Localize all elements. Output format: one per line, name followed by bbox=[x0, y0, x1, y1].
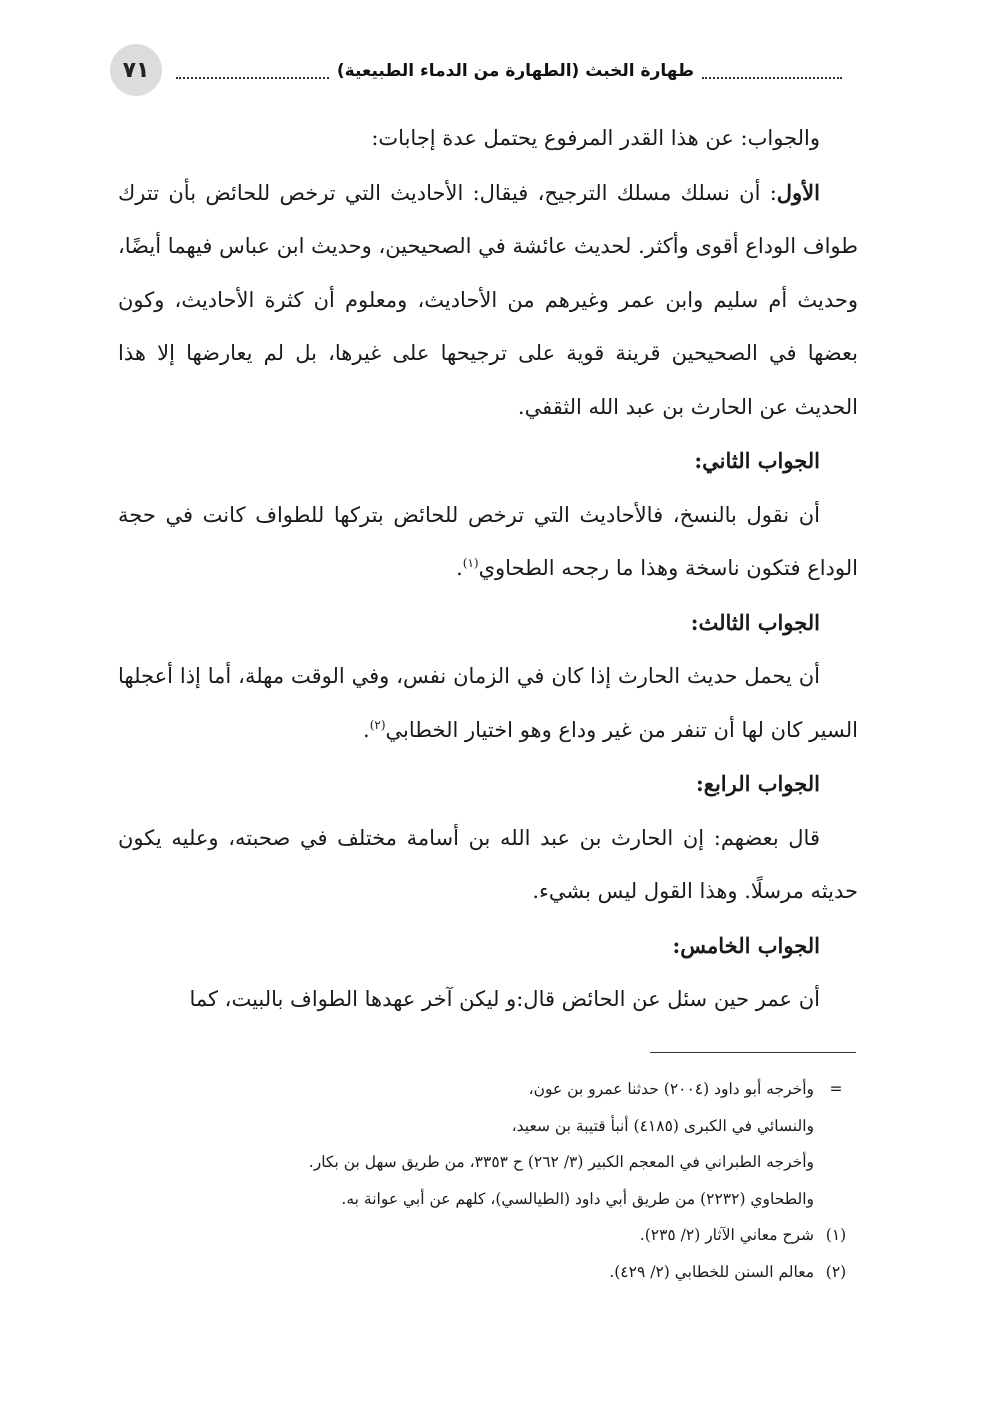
footnote-continuation bbox=[190, 1108, 858, 1145]
footnote-number: (٢) bbox=[825, 1262, 847, 1281]
footnote-reference[interactable]: (٢) bbox=[369, 717, 386, 732]
section-heading bbox=[118, 434, 858, 489]
paragraph-text: أن يحمل حديث الحارث إذا كان في الزمان نفس، وفي الوقت مهلة، أما إذا أعجلها السير كان لها أن تنفر من غير وداع وهو اختيار الخطابي bbox=[118, 664, 858, 742]
section-heading bbox=[118, 919, 858, 974]
running-header bbox=[176, 54, 842, 88]
section-heading bbox=[118, 596, 858, 651]
footnote-item bbox=[190, 1254, 858, 1291]
paragraph: أن عمر حين سئل عن الحائض قال:و ليكن آخر عهدها الطواف بالبيت، كما bbox=[189, 987, 820, 1011]
footnote-text: شرح معاني الآثار (٢/ ٢٣٥). bbox=[639, 1226, 814, 1244]
section-heading-text: الجواب الثالث: bbox=[690, 609, 820, 635]
footnote-text: والطحاوي (٢٢٣٢) من طريق أبي داود (الطيالسي)، كلهم عن أبي عوانة به. bbox=[341, 1189, 814, 1208]
footnote-reference[interactable]: (١) bbox=[462, 556, 479, 570]
section-heading-text: الجواب الخامس: bbox=[672, 932, 820, 958]
footnote-continuation bbox=[190, 1144, 858, 1181]
section-heading bbox=[118, 757, 858, 812]
footnote-text: وأخرجه الطبراني في المعجم الكبير (٣/ ٢٦٢) ح ٣٣٥٣، من طريق سهل بن بكار. bbox=[308, 1153, 814, 1171]
footnote-separator bbox=[650, 1052, 856, 1053]
paragraph-label: الأول bbox=[776, 179, 820, 205]
paragraph-text: : أن نسلك مسلك الترجيح، فيقال: الأحاديث التي ترخص للحائض بأن تترك طواف الوداع أقوى وأكثر. لحديث عائشة في الصحيحين، وحديث ابن عباس فيهما أيضًا، وحديث أم سليم وابن عمر وغيرهم من الأحاديث، ومعلوم أن كثرة الأحاديث، وكون بعضها في الصحيحين قرينة قوية على ترجيحها على غيرها، بل لم يعارضها إلا هذا الحديث عن الحارث بن عبد الله الثقفي. bbox=[118, 180, 858, 419]
paragraph: والجواب: عن هذا القدر المرفوع يحتمل عدة إجابات: bbox=[371, 126, 820, 150]
body-text bbox=[118, 112, 858, 1027]
paragraph: أن يحمل حديث الحارث إذا كان في الزمان نفس، وفي الوقت مهلة، أما إذا أعجلها السير كان لها أن تنفر من غير وداع وهو اختيار الخطابي$^{(٢)}$. bbox=[118, 664, 858, 742]
footnote-item bbox=[190, 1217, 858, 1254]
footnote-text: والنسائي في الكبرى (٤١٨٥) أنبأ قتيبة بن سعيد، bbox=[511, 1116, 814, 1135]
section-heading-text: الجواب الرابع: bbox=[696, 771, 820, 796]
footnote-continuation bbox=[190, 1071, 858, 1108]
footnote-text: معالم السنن للخطابي (٢/ ٤٢٩). bbox=[609, 1262, 814, 1281]
running-header-title: طهارة الخبث (الطهارة من الدماء الطبيعية) bbox=[336, 61, 694, 81]
footnote-number: (١) bbox=[825, 1226, 847, 1244]
paragraph bbox=[118, 166, 858, 435]
footnote-mark: = bbox=[829, 1080, 843, 1098]
paragraph: أن نقول بالنسخ، فالأحاديث التي ترخص للحائض بتركها للطواف كانت في حجة الوداع فتكون ناسخة وهذا ما رجحه الطحاوي$^{(١)}$. bbox=[118, 502, 858, 580]
paragraph-text: أن نقول بالنسخ، فالأحاديث التي ترخص للحائض بتركها للطواف كانت في حجة الوداع فتكون ناسخة وهذا ما رجحه الطحاوي bbox=[118, 502, 858, 580]
footnote-text: وأخرجه أبو داود (٢٠٠٤) حدثنا عمرو بن عون، bbox=[528, 1080, 814, 1098]
footnote-continuation bbox=[190, 1181, 858, 1218]
header-leader-dots-left bbox=[176, 77, 329, 79]
page-number: ٧١ bbox=[110, 44, 162, 96]
section-heading-text: الجواب الثاني: bbox=[694, 448, 820, 473]
footnotes bbox=[190, 1071, 858, 1290]
paragraph: قال بعضهم: إن الحارث بن عبد الله بن أسامة مختلف في صحبته، وعليه يكون حديثه مرسلًا. وهذا القول ليس بشيء. bbox=[118, 825, 858, 903]
header-leader-dots-right bbox=[702, 77, 842, 79]
